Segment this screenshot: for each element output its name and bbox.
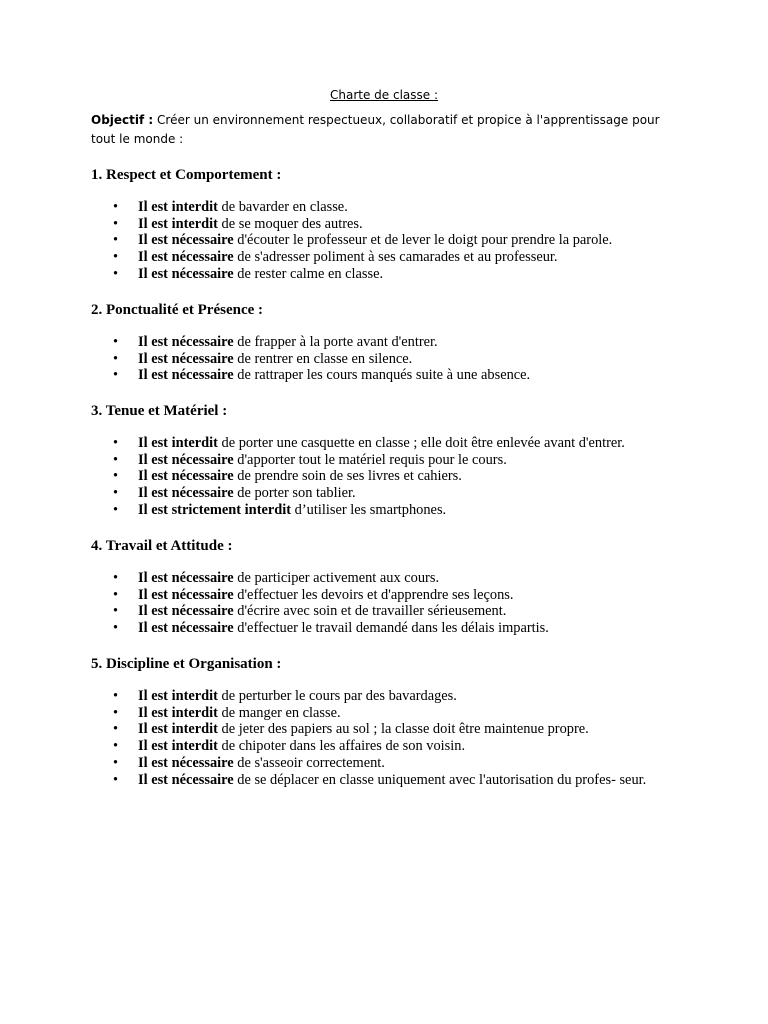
list-item: [91, 502, 691, 519]
section-heading: 2. Ponctualité et Présence :: [91, 302, 264, 318]
bullet-icon: •: [113, 738, 119, 755]
bullet-icon: •: [113, 249, 119, 266]
rule-text: de rester calme en classe.: [237, 265, 384, 282]
bullet-icon: •: [113, 771, 119, 788]
section-tenue: [91, 402, 691, 519]
list-item: [91, 688, 691, 705]
rule-text: de rattraper les cours manqués suite à une absence.: [237, 367, 531, 384]
rule-emphasis: Il est interdit: [138, 704, 218, 721]
bullet-icon: •: [113, 265, 119, 282]
rule-emphasis: Il est interdit: [138, 721, 218, 738]
list-item: [91, 620, 691, 637]
rule-emphasis: Il est interdit: [138, 199, 218, 215]
rule-emphasis: Il est nécessaire: [138, 620, 234, 637]
rule-emphasis: Il est nécessaire: [138, 367, 234, 384]
bullet-icon: •: [113, 721, 119, 738]
section-ponctualite: [91, 301, 691, 384]
rule-emphasis: Il est interdit: [138, 688, 218, 704]
rule-text: de s'adresser poliment à ses camarades et au professeur.: [237, 249, 558, 266]
rule-text: de porter une casquette en classe ; elle doit être enlevée avant d'entrer.: [221, 435, 625, 451]
list-item: [91, 485, 691, 502]
bullet-icon: •: [113, 603, 119, 620]
section-heading: 4. Travail et Attitude :: [91, 538, 233, 554]
rule-text: d'effectuer les devoirs et d'apprendre ses leçons.: [237, 586, 514, 603]
rule-emphasis: Il est interdit: [138, 435, 218, 451]
list-item: [91, 367, 691, 384]
rule-emphasis: Il est strictement interdit: [138, 501, 292, 518]
bullet-icon: •: [113, 334, 119, 350]
rule-text: de frapper à la porte avant d'entrer.: [237, 334, 438, 350]
rule-emphasis: Il est nécessaire: [138, 265, 234, 282]
rule-text: de bavarder en classe.: [221, 199, 348, 215]
rule-emphasis: Il est nécessaire: [138, 334, 234, 350]
bullet-icon: •: [113, 350, 119, 367]
rule-text: de participer activement aux cours.: [237, 570, 440, 586]
section-heading: 1. Respect et Comportement :: [91, 167, 282, 183]
bullet-icon: •: [113, 435, 119, 451]
rules-list: [91, 435, 691, 519]
list-item: [91, 587, 691, 604]
rule-text: de se moquer des autres.: [221, 215, 363, 232]
rule-emphasis: Il est nécessaire: [138, 468, 234, 485]
rule-emphasis: Il est nécessaire: [138, 603, 234, 620]
bullet-icon: •: [113, 215, 119, 232]
list-item: [91, 738, 691, 755]
list-item: [91, 452, 691, 469]
section-heading: 5. Discipline et Organisation :: [91, 656, 282, 672]
list-item: [91, 351, 691, 368]
rule-emphasis: Il est interdit: [138, 215, 218, 232]
objective-label: Objectif :: [91, 113, 154, 127]
list-item: [91, 570, 691, 587]
list-item: [91, 721, 691, 738]
rule-text: d’utiliser les smartphones.: [294, 501, 447, 518]
list-item: [91, 232, 691, 249]
rule-text: de rentrer en classe en silence.: [237, 350, 413, 367]
bullet-icon: •: [113, 468, 119, 485]
bullet-icon: •: [113, 199, 119, 215]
list-item: [91, 468, 691, 485]
list-item: [91, 334, 691, 351]
rule-text: de jeter des papiers au sol ; la classe doit être maintenue propre.: [221, 721, 589, 738]
list-item: [91, 249, 691, 266]
bullet-icon: •: [113, 586, 119, 603]
bullet-icon: •: [113, 620, 119, 637]
rule-emphasis: Il est nécessaire: [138, 485, 234, 502]
list-item: [91, 266, 691, 283]
rule-text: d'écrire avec soin et de travailler sérieusement.: [237, 603, 507, 620]
rule-emphasis: Il est nécessaire: [138, 771, 234, 788]
list-item: [91, 772, 691, 789]
list-item: [91, 705, 691, 722]
objective-text: Créer un environnement respectueux, collaboratif et propice à l'apprentissage pour tout le monde :: [91, 113, 660, 146]
section-heading: 3. Tenue et Matériel :: [91, 403, 228, 419]
bullet-icon: •: [113, 570, 119, 586]
section-discipline: [91, 655, 691, 788]
rule-text: de perturber le cours par des bavardages.: [221, 688, 457, 704]
rule-emphasis: Il est nécessaire: [138, 586, 234, 603]
bullet-icon: •: [113, 754, 119, 771]
rule-text: d'écouter le professeur et de lever le doigt pour prendre la parole.: [237, 232, 613, 249]
rule-text: de se déplacer en classe uniquement avec l'autorisation du profes- seur.: [237, 771, 647, 788]
list-item: [91, 216, 691, 233]
rule-text: de porter son tablier.: [237, 485, 356, 502]
rules-list: [91, 570, 691, 637]
list-item: [91, 435, 691, 452]
bullet-icon: •: [113, 232, 119, 249]
rule-text: de manger en classe.: [221, 704, 341, 721]
rule-text: de chipoter dans les affaires de son voisin.: [221, 738, 466, 755]
rules-list: [91, 334, 691, 384]
section-travail: [91, 537, 691, 637]
rule-emphasis: Il est nécessaire: [138, 249, 234, 266]
rule-emphasis: Il est nécessaire: [138, 570, 234, 586]
rule-text: de prendre soin de ses livres et cahiers.: [237, 468, 462, 485]
objective-paragraph: [91, 111, 681, 149]
section-respect: [91, 166, 691, 283]
bullet-icon: •: [113, 451, 119, 468]
rule-emphasis: Il est nécessaire: [138, 350, 234, 367]
rule-emphasis: Il est interdit: [138, 738, 218, 755]
list-item: [91, 603, 691, 620]
rule-text: d'apporter tout le matériel requis pour le cours.: [237, 451, 507, 468]
rule-text: de s'asseoir correctement.: [237, 754, 385, 771]
rule-emphasis: Il est nécessaire: [138, 232, 234, 249]
rule-text: d'effectuer le travail demandé dans les délais impartis.: [237, 620, 549, 637]
page-title: Charte de classe :: [329, 88, 439, 102]
list-item: [91, 199, 691, 216]
bullet-icon: •: [113, 704, 119, 721]
rule-emphasis: Il est nécessaire: [138, 451, 234, 468]
bullet-icon: •: [113, 688, 119, 704]
bullet-icon: •: [113, 485, 119, 502]
rules-list: [91, 688, 691, 788]
bullet-icon: •: [113, 501, 119, 518]
list-item: [91, 755, 691, 772]
rules-list: [91, 199, 691, 283]
bullet-icon: •: [113, 367, 119, 384]
rule-emphasis: Il est nécessaire: [138, 754, 234, 771]
